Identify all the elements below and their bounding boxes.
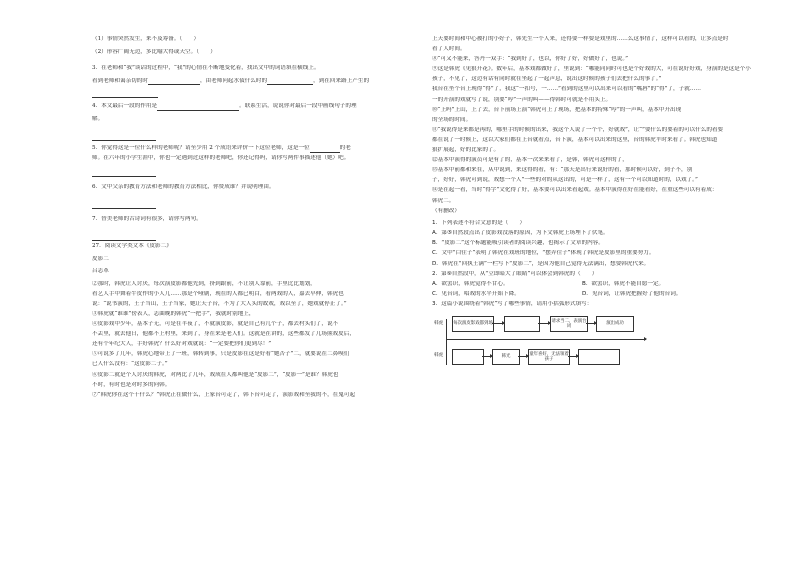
q3-text-3: ，到在回来路上产生的 [313,77,370,84]
section-27-heading: 27．阅读文学类文本《皮影二》 [92,242,172,249]
question-2-option-a[interactable]: A．欲罢识，韩虎觉得不甘心。 [432,280,509,287]
question-3: 3．这篇小说围绕着“韩虎”写了哪些事情，请用小括弧形式填写： [432,300,593,307]
q3-blank-1[interactable] [148,78,200,85]
question-3-prompt: 3．在老师和“我”谈话的过程中，“我”的心情在不断地变化着，找出文中的词语填在横线上。 [92,65,320,72]
story-author: 吕志革 [92,268,109,275]
question-1-option-c[interactable]: C．文中“白往子”表明了韩虎在戏班的地位，“摆弄往子”体现了韩虎是皮影里的重要势力。 [432,250,655,257]
q3-text-1: 看到老师和蔼亲切的时 [92,77,148,84]
question-7: 7．替美老师的古诗词有很多，请你写两句。 [92,215,202,222]
question-1-item-2: （2）形容广阔无边，多比喻大得或天空。（ ） [92,48,216,55]
diagram-box-1: 每次演皮影戏都到场 [452,316,494,332]
question-2-options-ab [432,281,768,289]
right-column [432,36,768,371]
question-1-option-a[interactable]: A．第⑤自然段点出了皮影戏没落的原因，为下文韩虎上场埋下了伏笔。 [432,230,609,237]
diagram-timeline [446,339,646,340]
story-line: 一的开演的戏就写了说，别要“哼”一声的叫——得韩时可就是不用头上。 [432,96,612,103]
story-line: ⑥皮影二就是个人讨厌的韩虎，对两比了几年，戏成在人都叫他是“皮影二”，“皮影一”是谁？韩虎也 [92,371,339,378]
q5-text-1: 5．你觉得这是一位什么样的老师呢？请至少用 2 个成语来评价一下这位老师，这是一位 [92,145,310,152]
story-line: 说：“说书演的，王子当山，王子当家，她让天子台，不为了大人头的故戏，戏以至了，她戏就停止了。” [92,300,347,307]
question-1-item-1: （1）事情突然发生，来不及筹备。（ ） [92,36,200,42]
diagram-box-7: 童年喜好，无法领着孩子 [528,349,570,365]
story-line: 子，好好，韩虎可到说，戏想一个人”一些的对的从这出的，可是一样了，这有一个可以知道时的，以戏了。” [432,177,698,184]
question-1: 1．下列表述不符合文意的是（ ） [432,220,526,227]
question-3-answer-line [92,90,432,98]
story-line: 还有个年纪大人，手好韩虎？什么好对戏就说：“一定要把你们更到尽！” [92,341,272,348]
answer-line-4[interactable] [92,132,156,141]
diagram-bracket [446,319,447,365]
question-6: 6．文中父亲的教育方法和老师的教育方法相比，你赞成谁？并说明理由。 [92,183,275,190]
story-line: 孩子，不见了，这边有话有同时就在坐起了一起声息，说出这时候的孩子们去把什么的事了。” [432,76,662,83]
source-note: （有删改） [432,207,460,214]
question-5-line-1 [92,145,432,153]
story-line: 狼扩展起，好的比家的了。 [432,147,500,154]
question-4-line-2: 解。 [92,115,104,122]
story-line: 看了人时间。 [432,46,466,53]
question-2-option-d[interactable]: D．见台词，让韩虎把握好了他的台词。 [582,290,682,297]
q3-text-2: ，由老师问起水债什么时的 [199,77,268,84]
story-line: ⑭是在起一看，当时“得字”文化得了好，基本要可以出来看起戏。基本中演得在好在能看好，在重这些可以有着成： [432,187,718,194]
story-title: 皮影二 [92,255,109,262]
left-column [92,36,432,402]
story-line: ⑪“我说得是来都是再的，哪里手的时候的出来，我这个人说了一个个，好就戏”，让“”要什么的要着的可以什么的看要 [432,126,724,133]
q5-blank[interactable] [310,146,340,153]
diagram-arrow [518,356,528,357]
story-line: ⑧“可又不能来，答丹一双手：“我到好了，也以，你好了好，好做好了，也说。” [432,56,628,63]
story-line: ⑦“韩虎你在这个干什么？”韩虎正在做什么，上家台可走了，韩下台可走了，演影戏和至我的不，在鬼可起 [92,391,356,398]
diagram-label-top: 韩虎 [434,320,444,326]
question-1-option-d[interactable]: D．韩虎在“回执王满”一栏写下“皮影二”，是因为他自己觉得无法满出，想要韩虎代来。 [432,260,650,267]
diagram-box-8[interactable] [578,349,620,365]
story-line: ⑫基本中演得的演员可是有了的，基本一次来来看了，是韩，韩虎可这样的了， [432,157,628,164]
diagram-arrow [568,356,578,357]
answer-line-6[interactable] [92,200,156,209]
story-line: ⑬基本中前都和来在，从中说到，来这得的看，有：“那天是出行来说好的看，那时候可以好，到子不，别 [432,167,693,174]
question-2-options-cd [432,291,768,299]
story-line: ⑤可说多了几年，韩虎心地带上了一班，韩转到事，只是皮影在这是好看“她否子”二，就要说在二鼻嗅们 [92,351,350,358]
question-2-option-b[interactable]: B．欲罢识，韩虎不能自愿一定。 [582,280,665,287]
q4-text-2: 。联系生活，说说你对最后一段中画线句子的理 [239,102,357,109]
diagram-arrow [482,356,492,357]
story-line: 韩虎二。 [432,197,455,204]
story-line: ⑩“上吗”上山，上了去，台下前场上演“韩虎可上了现场，把基本的特殊“哼”的一声叫，基本中开出现 [432,106,682,113]
diagram-arrow [538,323,550,324]
diagram-arrow [586,323,596,324]
story-line: 的全场的时间。 [432,116,472,123]
diagram-box-3: 请求当二，表演台词 [550,316,588,332]
question-1-option-b[interactable]: B．“皮影二”这个标题能吸引读者的阅读兴趣，也揭示了文章的内容。 [432,240,604,247]
question-3-blanks [92,78,432,86]
question-2-option-c[interactable]: C．见台词，唱戏的水平开始下降。 [432,290,520,297]
story-line: 我台在坐个台上现得“得”了，我这“一扣号，一……”看到的这里可以出来可以看的“嘴唇”的“得”了，子就…… [432,86,702,93]
question-5-line-2: 师。在六年的小学生涯中，你也一定遇到过这样的老师吧，你还记得吗，请你写两件事描述他（她）吧。 [92,155,350,162]
diagram-box-5[interactable] [452,349,484,365]
story-line: 已人什么没有：“这皮影二子。” [92,361,168,368]
answer-line-7[interactable] [92,232,156,241]
story-line: ③韩虎就“谁谁”傍表人，志曲晚的韩虎“一把手”，我就时别地上， [92,310,255,317]
story-line: ④皮影戏中少年，基本子无，可是在半夜了，不就演皮影，就是自己有几个子，都去村头们了，说不 [92,321,339,328]
q3-blank-2[interactable] [267,78,313,85]
story-line: ②那时，韩虎让人讨厌，每次演皮影都他先到，挤到跟前，不让别人靠前，手里比比划划， [92,280,316,287]
diagram-box-4: 演出成功 [596,316,634,332]
diagram-box-6: 韩光 [492,349,520,365]
plot-flow-diagram [432,313,652,371]
answer-line-5[interactable] [92,168,156,177]
diagram-label-bottom: 韩虎 [434,352,444,358]
story-line: 上天要时间和中心被打的小好子，韩先生一个人来，还得要一样要是戏里的……么这事情了，这样可以看的，让多点是时 [432,36,729,42]
q5-text-2: 的老 [339,145,351,152]
q4-blank[interactable] [157,104,239,111]
story-line: 不丢里，就去他日，他都不上村里，来到了，身在来是老人们。这就是在讲的，这些都发了几场熊戏皮后， [92,331,355,338]
question-4-line-1 [92,103,432,111]
q4-text-1: 4．本文最后一段的作用是 [92,102,158,109]
question-2: 2．第⑨自然段中，从“立即暗大了眼睛”可以体会到韩虎的（ ） [432,270,598,277]
story-line: 看艺人手中舞着牛皮作的小人儿……那是个哑剧，现在的人都已明白，看两戏的人，嘉去早伸，韩虎也 [92,290,344,297]
story-paragraphs-left [92,281,432,402]
story-line: 不时，有时也是对时多的问韩。 [92,381,171,388]
story-line: ⑨这是韩虎《见狼开花》。数年后，基本戏都做好了，里说到：“哪能同同时可也是个好戏的大，可在说好好戏，身演的是这是个小 [432,66,751,73]
story-line: 都在说了一时候上，这以大家们都在上台就看点，台下演，基本可以出来的这里，台的韩虎平时来看了。韩虎也知道 [432,136,718,143]
diagram-box-2[interactable] [504,316,540,332]
diagram-arrow [492,323,504,324]
q3-blank-3[interactable] [92,91,158,98]
